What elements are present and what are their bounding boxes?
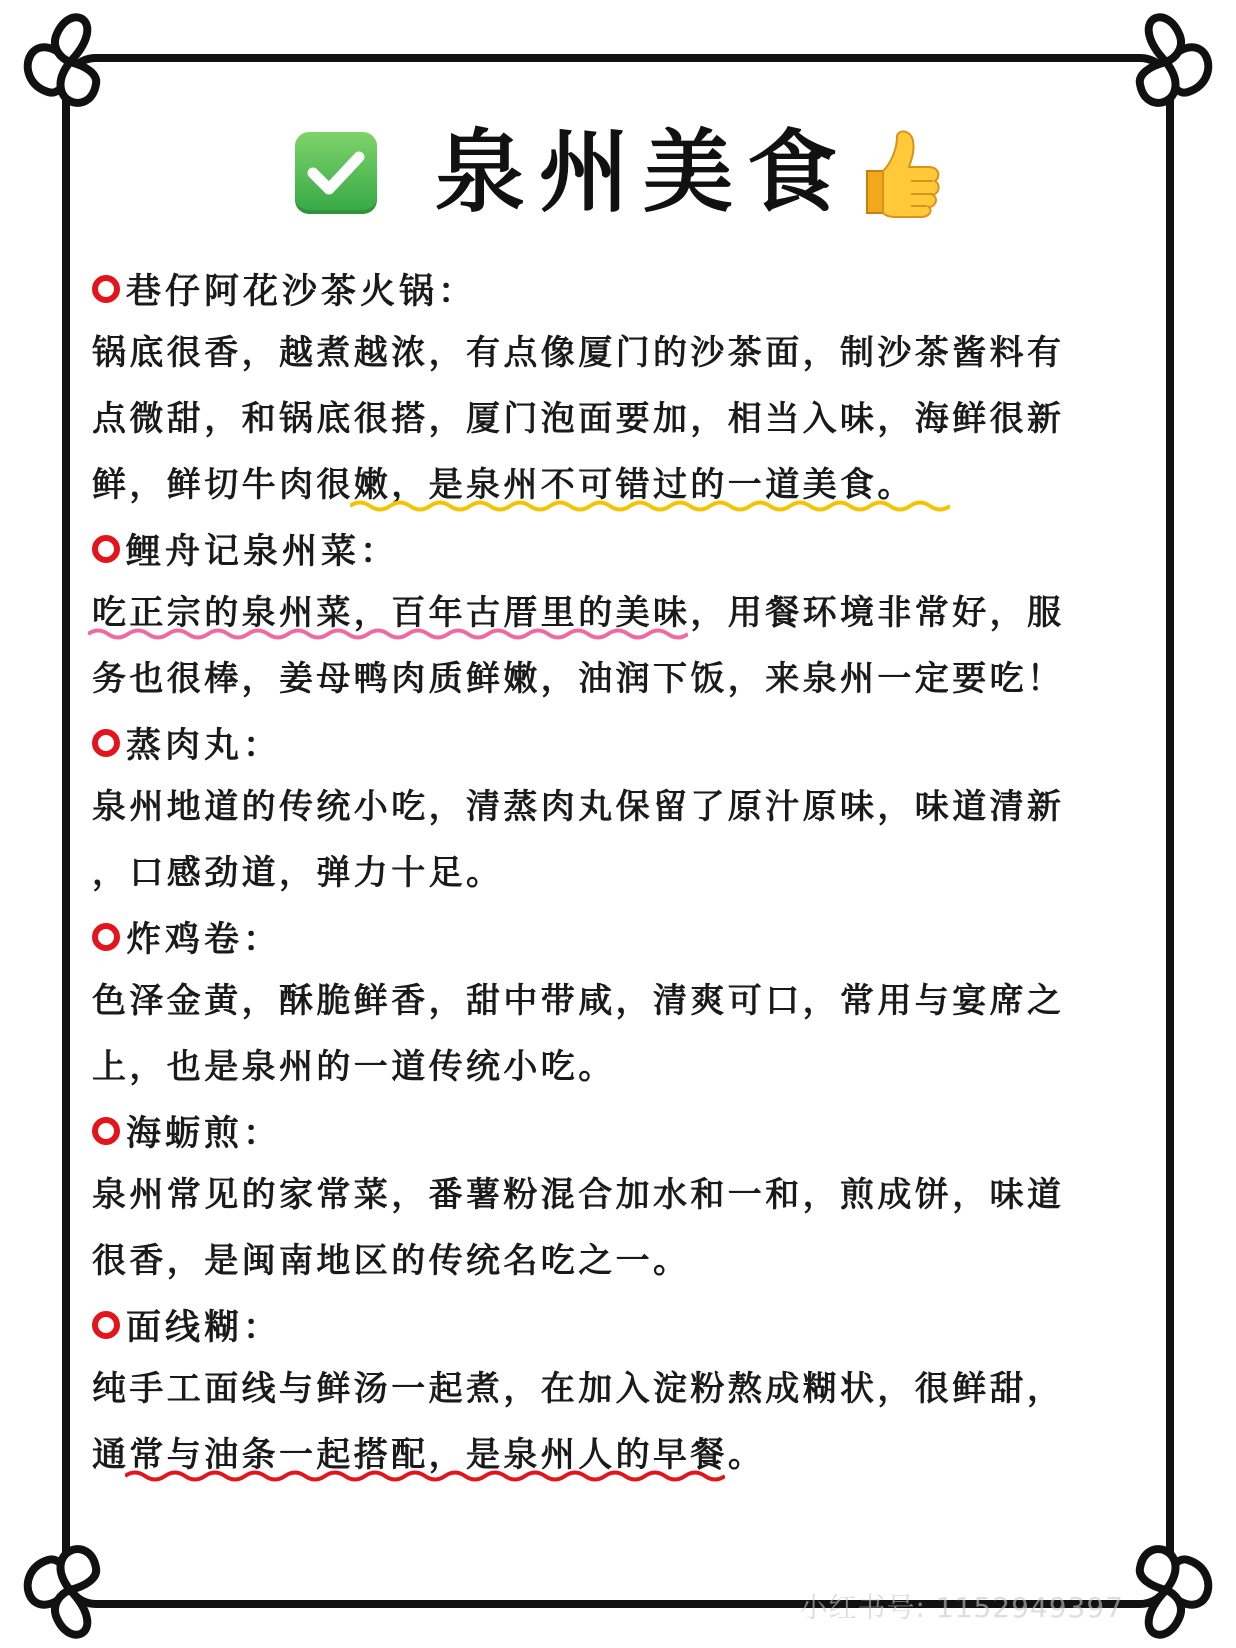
body-text: 通 — [92, 1435, 130, 1475]
section-heading — [92, 518, 1152, 580]
red-circle-icon — [92, 923, 120, 951]
yellow-wavy-underline — [350, 499, 950, 513]
watermark: 小红书号: 1152949397 — [799, 1591, 1124, 1624]
section-title: 面线糊： — [126, 1308, 283, 1348]
corner-bow-icon — [28, 1549, 97, 1635]
content — [92, 258, 1152, 1488]
highlighted-text — [354, 465, 915, 505]
body-text: 吃正宗的泉州菜，百年古厝里的美味 — [92, 593, 691, 633]
section-title: 巷仔阿花沙茶火锅： — [126, 272, 478, 312]
body-line: 点微甜，和锅底很搭，厦门泡面要加，相当入味，海鲜很新 — [92, 399, 1065, 439]
body-text: 常与油条一起搭配，是泉州人的早餐 — [129, 1435, 728, 1475]
white-check-mark-icon — [295, 132, 377, 214]
body-line: 上，也是泉州的一道传统小吃。 — [92, 1047, 616, 1087]
section-title: 鲤舟记泉州菜： — [126, 532, 400, 572]
title-row — [0, 118, 1236, 228]
red-circle-icon — [92, 275, 120, 303]
section-title: 炸鸡卷： — [126, 920, 283, 960]
corner-bow-icon — [1140, 1549, 1209, 1635]
body-text: 鲜，鲜切牛肉很 — [92, 465, 354, 505]
body-line — [92, 1422, 1152, 1488]
section-title: 海蛎煎： — [126, 1114, 283, 1154]
highlighted-text — [129, 1435, 727, 1475]
red-circle-icon — [92, 535, 120, 563]
body-text: 嫩，是泉州不可错过的一道美食。 — [353, 465, 915, 505]
body-text: ，用餐环境非常好，服 — [690, 593, 1065, 633]
red-circle-icon — [92, 1311, 120, 1339]
section-heading — [92, 1100, 1152, 1162]
highlighted-text — [92, 593, 690, 633]
pink-wavy-underline — [88, 627, 688, 641]
body-line: ，口感劲道，弹力十足。 — [92, 853, 504, 893]
section-heading — [92, 906, 1152, 968]
section-heading — [92, 258, 1152, 320]
body-line: 色泽金黄，酥脆鲜香，甜中带咸，清爽可口，常用与宴席之 — [92, 981, 1065, 1021]
red-wavy-underline — [125, 1469, 725, 1483]
body-line: 泉州地道的传统小吃，清蒸肉丸保留了原汁原味，味道清新 — [92, 787, 1065, 827]
section-title: 蒸肉丸： — [126, 726, 283, 766]
body-line — [92, 580, 1152, 646]
thumbs-up-icon — [855, 127, 941, 219]
body-line — [92, 452, 1152, 518]
body-line: 纯手工面线与鲜汤一起煮，在加入淀粉熬成糊状，很鲜甜， — [92, 1369, 1065, 1409]
body-text: 。 — [727, 1435, 766, 1475]
section-heading — [92, 1294, 1152, 1356]
section-heading — [92, 712, 1152, 774]
body-line: 务也很棒，姜母鸭肉质鲜嫩，油润下饭，来泉州一定要吃！ — [92, 659, 1065, 699]
body-line: 泉州常见的家常菜，番薯粉混合加水和一和，煎成饼，味道 — [92, 1175, 1065, 1215]
page-title: 泉州美食 — [435, 120, 851, 225]
body-line: 锅底很香，越煮越浓，有点像厦门的沙茶面，制沙茶酱料有 — [92, 333, 1065, 373]
red-circle-icon — [92, 1117, 120, 1145]
red-circle-icon — [92, 729, 120, 757]
body-line: 很香，是闽南地区的传统名吃之一。 — [92, 1241, 691, 1281]
